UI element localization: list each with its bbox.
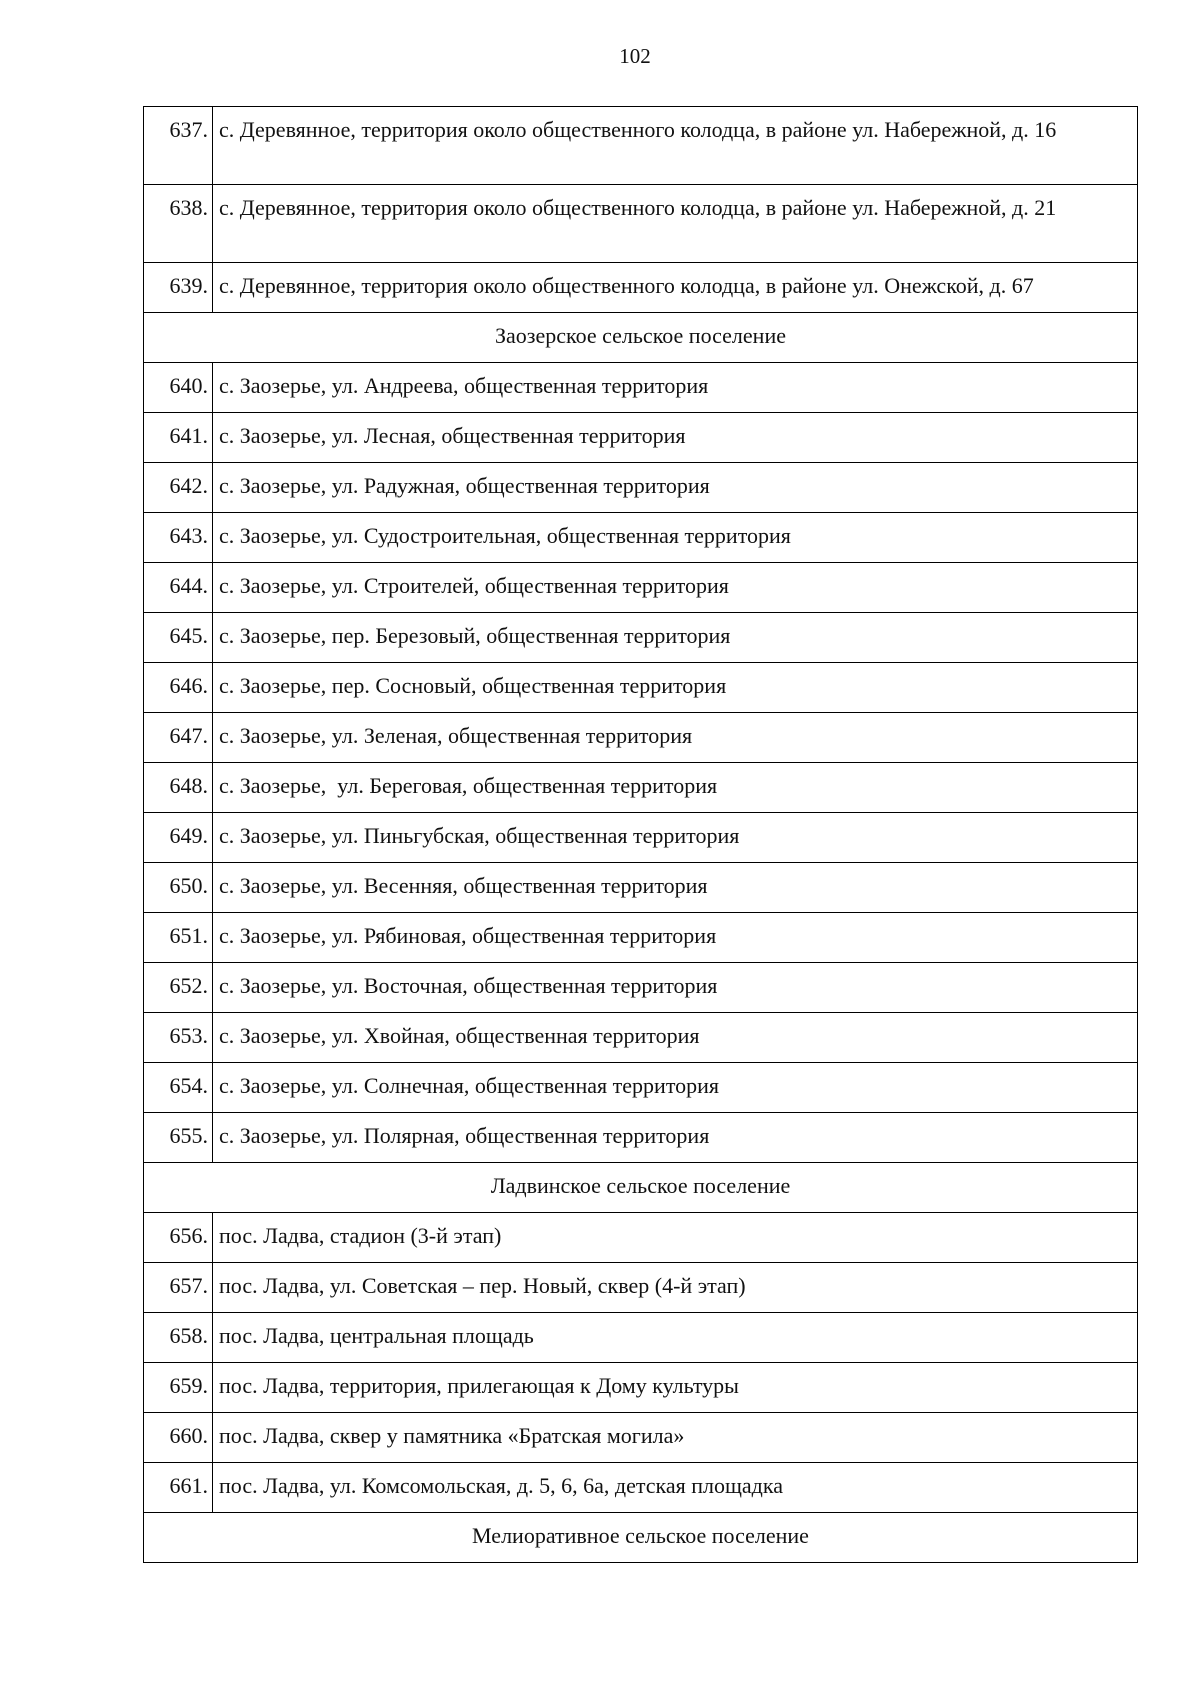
table-row xyxy=(144,1363,1138,1413)
table-row xyxy=(144,563,1138,613)
table-row xyxy=(144,913,1138,963)
table-row xyxy=(144,1263,1138,1313)
row-text: с. Заозерье, ул. Лесная, общественная территория xyxy=(213,413,1138,463)
row-text: пос. Ладва, стадион (3-й этап) xyxy=(213,1213,1138,1263)
row-text: пос. Ладва, территория, прилегающая к Дому культуры xyxy=(213,1363,1138,1413)
table-row xyxy=(144,1013,1138,1063)
row-text: с. Деревянное, территория около общественного колодца, в районе ул. Набережной, д. 21 xyxy=(213,185,1138,263)
table-row xyxy=(144,613,1138,663)
row-text: с. Деревянное, территория около общественного колодца, в районе ул. Набережной, д. 16 xyxy=(213,107,1138,185)
table-row xyxy=(144,413,1138,463)
table-row xyxy=(144,513,1138,563)
table-row xyxy=(144,813,1138,863)
table-row xyxy=(144,107,1138,185)
row-number: 659. xyxy=(144,1363,213,1413)
row-text: с. Заозерье, пер. Березовый, общественная территория xyxy=(213,613,1138,663)
row-text: с. Заозерье, ул. Судостроительная, общественная территория xyxy=(213,513,1138,563)
row-number: 644. xyxy=(144,563,213,613)
row-number: 656. xyxy=(144,1213,213,1263)
table-row xyxy=(144,863,1138,913)
table-row xyxy=(144,463,1138,513)
row-number: 638. xyxy=(144,185,213,263)
row-text: с. Деревянное, территория около общественного колодца, в районе ул. Онежской, д. 67 xyxy=(213,263,1138,313)
row-number: 645. xyxy=(144,613,213,663)
row-text: с. Заозерье, ул. Восточная, общественная территория xyxy=(213,963,1138,1013)
row-number: 651. xyxy=(144,913,213,963)
section-row xyxy=(144,1513,1138,1563)
page-number: 102 xyxy=(619,44,651,68)
table-row xyxy=(144,263,1138,313)
row-number: 661. xyxy=(144,1463,213,1513)
table-row xyxy=(144,713,1138,763)
table-row xyxy=(144,1413,1138,1463)
row-text: с. Заозерье, ул. Береговая, общественная территория xyxy=(213,763,1138,813)
table-row xyxy=(144,1313,1138,1363)
row-number: 648. xyxy=(144,763,213,813)
row-number: 649. xyxy=(144,813,213,863)
table-row xyxy=(144,1463,1138,1513)
row-number: 655. xyxy=(144,1113,213,1163)
row-number: 647. xyxy=(144,713,213,763)
row-text: пос. Ладва, сквер у памятника «Братская могила» xyxy=(213,1413,1138,1463)
row-text: с. Заозерье, ул. Хвойная, общественная территория xyxy=(213,1013,1138,1063)
table-row xyxy=(144,1213,1138,1263)
row-number: 658. xyxy=(144,1313,213,1363)
section-row xyxy=(144,313,1138,363)
row-number: 641. xyxy=(144,413,213,463)
row-number: 642. xyxy=(144,463,213,513)
row-number: 654. xyxy=(144,1063,213,1113)
row-text: с. Заозерье, ул. Строителей, общественная территория xyxy=(213,563,1138,613)
row-text: с. Заозерье, пер. Сосновый, общественная территория xyxy=(213,663,1138,713)
table-row xyxy=(144,1113,1138,1163)
row-number: 637. xyxy=(144,107,213,185)
row-number: 650. xyxy=(144,863,213,913)
row-text: с. Заозерье, ул. Пиньгубская, общественная территория xyxy=(213,813,1138,863)
row-number: 643. xyxy=(144,513,213,563)
table-row xyxy=(144,963,1138,1013)
table-row xyxy=(144,363,1138,413)
section-heading: Заозерское сельское поселение xyxy=(144,313,1138,363)
row-text: с. Заозерье, ул. Рябиновая, общественная территория xyxy=(213,913,1138,963)
section-row xyxy=(144,1163,1138,1213)
row-text: с. Заозерье, ул. Полярная, общественная территория xyxy=(213,1113,1138,1163)
row-number: 646. xyxy=(144,663,213,713)
row-number: 639. xyxy=(144,263,213,313)
row-text: с. Заозерье, ул. Андреева, общественная территория xyxy=(213,363,1138,413)
row-text: пос. Ладва, ул. Советская – пер. Новый, сквер (4-й этап) xyxy=(213,1263,1138,1313)
row-number: 640. xyxy=(144,363,213,413)
row-text: с. Заозерье, ул. Весенняя, общественная территория xyxy=(213,863,1138,913)
row-number: 652. xyxy=(144,963,213,1013)
table-row xyxy=(144,763,1138,813)
section-heading: Мелиоративное сельское поселение xyxy=(144,1513,1138,1563)
row-number: 657. xyxy=(144,1263,213,1313)
row-text: с. Заозерье, ул. Зеленая, общественная территория xyxy=(213,713,1138,763)
row-text: пос. Ладва, центральная площадь xyxy=(213,1313,1138,1363)
row-text: с. Заозерье, ул. Радужная, общественная территория xyxy=(213,463,1138,513)
territory-table xyxy=(143,106,1138,1563)
row-number: 653. xyxy=(144,1013,213,1063)
row-number: 660. xyxy=(144,1413,213,1463)
section-heading: Ладвинское сельское поселение xyxy=(144,1163,1138,1213)
table-row xyxy=(144,663,1138,713)
table-row xyxy=(144,185,1138,263)
row-text: пос. Ладва, ул. Комсомольская, д. 5, 6, 6а, детская площадка xyxy=(213,1463,1138,1513)
row-text: с. Заозерье, ул. Солнечная, общественная территория xyxy=(213,1063,1138,1113)
table-row xyxy=(144,1063,1138,1113)
